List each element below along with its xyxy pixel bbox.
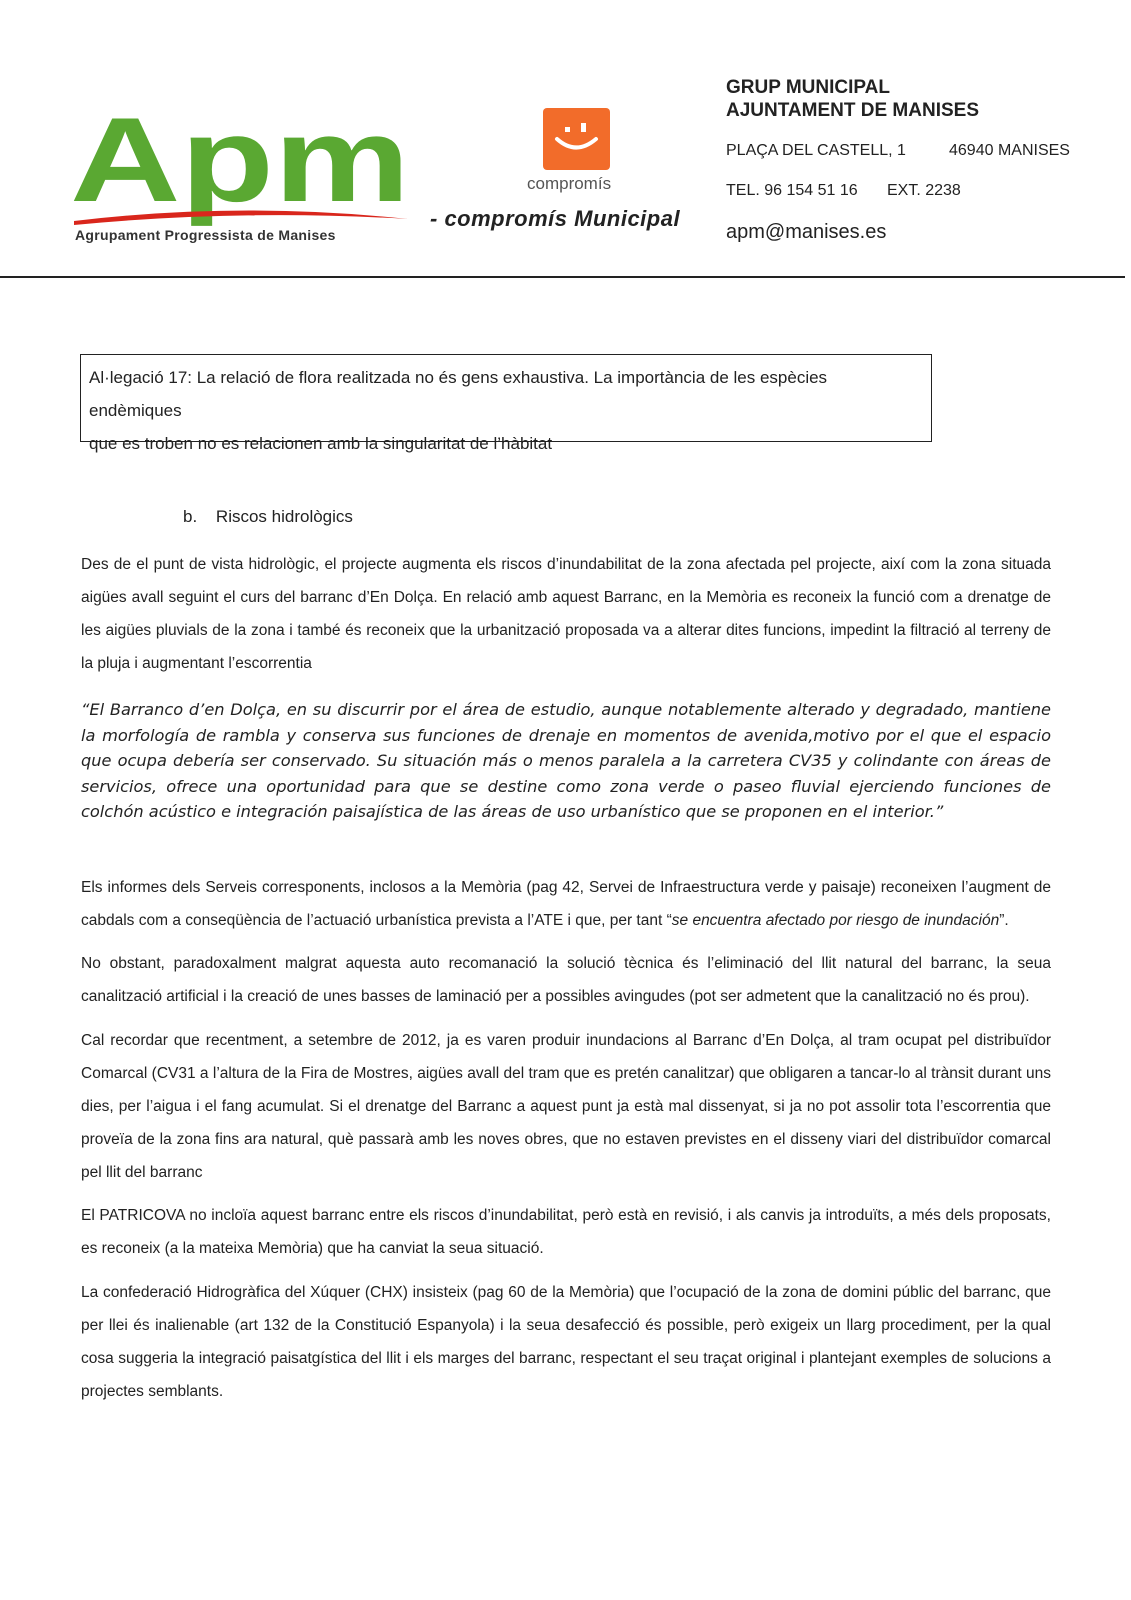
- phone: TEL. 96 154 51 16: [726, 182, 858, 199]
- paragraph-2-italic: se encuentra afectado por riesgo de inundación: [671, 912, 1000, 929]
- email: apm@manises.es: [726, 221, 887, 243]
- allegation-line-2: que es troben no es relacionen amb la singularitat de l’hàbitat: [89, 434, 553, 453]
- compromis-label: compromís: [527, 174, 612, 193]
- contact-block: [726, 76, 1121, 243]
- paragraph-3: No obstant, paradoxalment malgrat aquesta auto recomanació la solució tècnica és l’eliminació del llit natural del barranc, la seua canalització artificial i la creació de unes basses de laminació per a possibles avingudes (pot ser admetent que la canalització no és prou).: [81, 955, 1051, 1005]
- group-line-2: AJUNTAMENT DE MANISES: [726, 100, 979, 121]
- paragraph-6: La confederació Hidrogràfica del Xúquer (CHX) insisteix (pag 60 de la Memòria) que l’ocupació de la zona de domini públic del barranc, que per llei és inalienable (art 132 de la Constitució Espanyola) i la seua desafecció és possible, però exigeix un llarg procediment, per la qual cosa suggeria la integració paisatgística del llit i els marges del barranc, respectant el seu traçat original i plantejant exemples de solucions a projectes semblants.: [81, 1284, 1051, 1400]
- smile-icon: [543, 108, 610, 170]
- section-heading: [183, 507, 367, 527]
- section-marker: b.: [183, 507, 198, 526]
- group-line-1: GRUP MUNICIPAL: [726, 77, 890, 98]
- phone-ext: EXT. 2238: [887, 182, 961, 199]
- paragraph-2-end: ”.: [999, 912, 1009, 929]
- paragraph-1: Des de el punt de vista hidrològic, el projecte augmenta els riscos d’inundabilitat de la zona afectada pel projecte, així com la zona situada aigües avall seguint el curs del barranc d’En Dolça. En relació amb aquest Barranc, en la Memòria es reconeix la funció com a drenatge de les aigües pluvials de la zona i també és reconeix que la urbanització proposada va a alterar dites funcions, impedint la filtració al terreny de la pluja i augmentant l’escorrentia: [81, 556, 1051, 672]
- logo-tagline: Agrupament Progressista de Manises: [75, 227, 336, 243]
- postal-code: 46940 MANISES: [949, 142, 1070, 159]
- letterhead: [0, 0, 1131, 282]
- paragraph-2-start: Els informes dels Serveis corresponents, inclosos a la Memòria (pag 42, Servei de Infraestructura verde y paisaje) reconeixen l’augment de cabdals com a conseqüència de l’actuació urbanística prevista a l’ATE i que, per tant “: [81, 879, 1051, 929]
- paragraph-4: Cal recordar que recentment, a setembre de 2012, ja es varen produir inundacions al Barranc d’En Dolça, al tram ocupat pel distribuïdor Comarcal (CV31 a l’altura de la Fira de Mostres, aigües avall del tram que es pretén canalitzar) que obligaren a tancar-lo al trànsit durant uns dies, per l’aigua i el fang acumulat. Si el drenatge del Barranc a aquest punt ja està mal dissenyat, si ja no pot assolir tota l’escorrentia que proveïa de la zona fins ara natural, què passarà amb les noves obres, que no estaven previstes en el disseny viari del distribuïdor comarcal pel llit del barranc: [81, 1032, 1051, 1181]
- section-title: Riscos hidrològics: [215, 507, 353, 526]
- paragraph-5: El PATRICOVA no incloïa aquest barranc entre els riscos d’inundabilitat, però està en revisió, i als canvis ja introduïts, a més dels proposats, es reconeix (a la mateixa Memòria) que ha canviat la seua situació.: [81, 1207, 1051, 1257]
- compromis-municipal-label: - compromís Municipal: [430, 206, 681, 231]
- header-divider: [0, 276, 1125, 278]
- paragraph-2: [81, 871, 1051, 937]
- quoted-passage: “El Barranco d’en Dolça, en su discurrir por el área de estudio, aunque notablemente alterado y degradado, mantiene la morfología de rambla y conserva sus funciones de drenaje en momentos de avenida,motivo por el que el espacio que ocupa debería ser conservado. Su situación más o menos paralela a la carretera CV35 y colindante con áreas de servicios, ofrece una oportunidad para que se destine como zona verde o paseo fluvial ejerciendo funciones de colchón acústico e integración paisajística de las áreas de uso urbanístico que se proponen en el interior.”: [81, 700, 1051, 821]
- allegation-line-1: Al·legació 17: La relació de flora realitzada no és gens exhaustiva. La importància de les espècies endèmiques: [89, 368, 828, 420]
- allegation-box: [80, 354, 932, 453]
- compromis-logo: [543, 108, 610, 170]
- address: PLAÇA DEL CASTELL, 1: [726, 142, 906, 159]
- apm-logo-text: Apm: [70, 105, 410, 227]
